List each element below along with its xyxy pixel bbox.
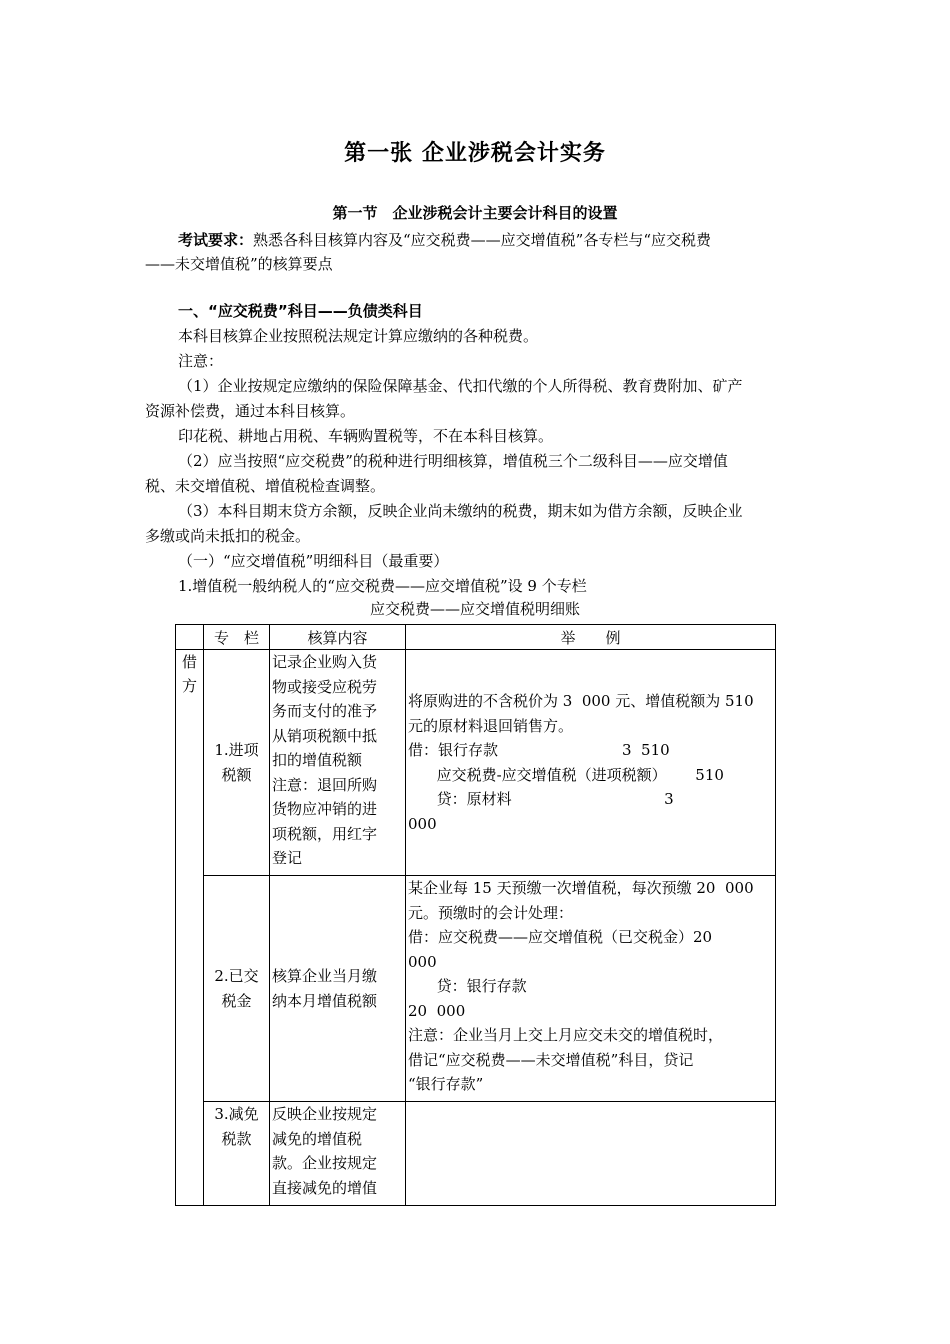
note-label: 注意：: [178, 352, 224, 370]
table-row: [176, 876, 776, 1102]
text-line: 将原购进的不含税价为 3 000 元、增值税额为 510: [408, 692, 754, 710]
text-line: 注意：企业当月上交上月应交未交的增值税时，: [408, 1026, 724, 1044]
text-line: 物或接受应税劳: [272, 677, 378, 696]
text-line: 000: [408, 952, 437, 971]
note1-extra: 印花税、耕地占用税、车辆购置税等，不在本科目核算。: [178, 427, 554, 445]
text-line: 借：应交税费——应交增值税（已交税金）20: [408, 928, 713, 946]
page-title: 第一张 企业涉税会计实务: [344, 141, 606, 166]
text-line: 某企业每 15 天预缴一次增值税，每次预缴 20 000: [408, 879, 754, 897]
text-line: 应交税费-应交增值税（进项税额） 510: [408, 765, 724, 784]
header-cell: [176, 625, 204, 650]
text-line: 项税额，用红字: [272, 824, 378, 843]
item-one: 1.增值税一般纳税人的“应交税费——应交增值税”设 9 个专栏: [178, 577, 587, 595]
text-line: 记录企业购入货: [272, 653, 378, 671]
side-char: 借: [181, 653, 197, 671]
text-line: 1.进项: [214, 741, 259, 759]
table-header-row: [176, 625, 776, 650]
text-line: 2.已交: [214, 967, 259, 985]
note3-line2: 多缴或尚未抵扣的税金。: [145, 527, 311, 545]
requirement-label: 考试要求：: [178, 231, 254, 249]
text-line: 元。预缴时的会计处理：: [408, 903, 574, 922]
content-cell: [270, 1102, 406, 1206]
text-line: 反映企业按规定: [272, 1105, 378, 1123]
text-line: 从销项税额中抵: [272, 726, 378, 745]
sub-heading: （一）“应交增值税”明细科目（最重要）: [178, 552, 449, 570]
section-heading: 第一节 企业涉税会计主要会计科目的设置: [332, 204, 618, 222]
note1-line1: （1）企业按规定应缴纳的保险保障基金、代扣代缴的个人所得税、教育费附加、矿产: [178, 377, 743, 395]
text-line: 借记“应交税费——未交增值税”科目，贷记: [408, 1050, 694, 1069]
heading-one: 一、“应交税费”科目——负债类科目: [178, 302, 423, 320]
header-cell: 专 栏: [204, 625, 270, 650]
content-cell: [270, 650, 406, 876]
text-line: 贷：银行存款: [408, 977, 527, 995]
text-line: 核算企业当月缴: [272, 967, 378, 985]
side-char: 方: [181, 677, 197, 695]
table-row: [176, 1102, 776, 1206]
debit-side-label: [176, 650, 204, 1206]
text-line: 税额: [221, 765, 252, 784]
table-caption: 应交税费——应交增值税明细账: [369, 600, 580, 618]
text-line: 扣的增值税额: [272, 751, 363, 769]
header-cell: 核算内容: [270, 625, 406, 650]
text-line: 000: [408, 814, 437, 833]
example-cell: [406, 876, 776, 1102]
note2-line1: （2）应当按照“应交税费”的税种进行明细核算，增值税三个二级科目——应交增值: [178, 452, 728, 470]
text-line: 直接减免的增值: [272, 1178, 378, 1197]
para-scope: 本科目核算企业按照税法规定计算应缴纳的各种税费。: [178, 327, 539, 345]
text-line: 税金: [221, 991, 252, 1010]
table-row: [176, 650, 776, 876]
column-name-cell: [204, 876, 270, 1102]
text-line: 贷：原材料 3: [408, 790, 674, 808]
text-line: 税款: [221, 1129, 252, 1148]
ledger-table: [175, 624, 776, 1206]
note2-line2: 税、未交增值税、增值税检查调整。: [145, 477, 386, 495]
content-cell: [270, 876, 406, 1102]
column-name-cell: [204, 1102, 270, 1206]
text-line: 减免的增值税: [272, 1129, 363, 1148]
header-cell: 举 例: [406, 625, 776, 650]
column-name-cell: [204, 650, 270, 876]
example-cell: [406, 650, 776, 876]
note3-line1: （3）本科目期末贷方余额，反映企业尚未缴纳的税费，期末如为借方余额，反映企业: [178, 502, 743, 520]
requirement-text-cont: ——未交增值税”的核算要点: [145, 255, 333, 273]
requirement-text: 熟悉各科目核算内容及“应交税费——应交增值税”各专栏与“应交税费: [253, 231, 712, 249]
text-line: 借：银行存款 3 510: [408, 741, 670, 759]
text-line: 20 000: [408, 1001, 466, 1020]
requirement-line: [178, 228, 711, 252]
example-cell: [406, 1102, 776, 1206]
text-line: 款。企业按规定: [272, 1154, 378, 1172]
text-line: 货物应冲销的进: [272, 800, 378, 818]
text-line: 务而支付的准予: [272, 702, 378, 720]
text-line: 元的原材料退回销售方。: [408, 716, 574, 735]
text-line: 注意：退回所购: [272, 775, 378, 794]
text-line: “银行存款”: [408, 1075, 484, 1093]
text-line: 纳本月增值税额: [272, 991, 378, 1010]
text-line: 登记: [272, 849, 303, 867]
note1-line2: 资源补偿费，通过本科目核算。: [145, 402, 356, 420]
text-line: 3.减免: [214, 1105, 259, 1123]
